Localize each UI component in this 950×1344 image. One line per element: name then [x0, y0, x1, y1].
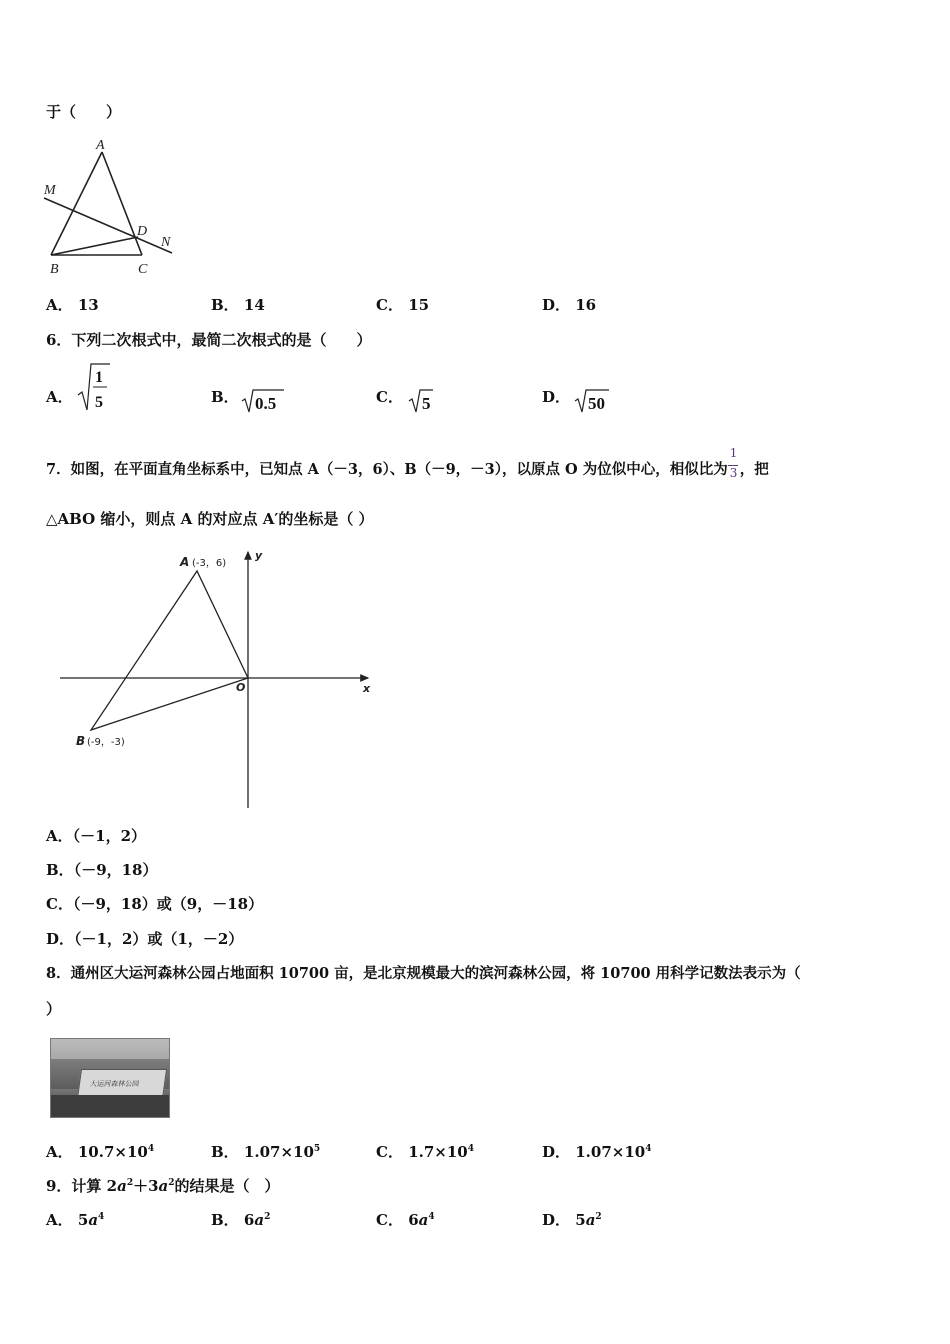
origin-label: O: [236, 681, 246, 694]
q5-stem-tail: 于（ ）: [46, 103, 122, 121]
q6-option-a[interactable]: A．: [46, 388, 73, 406]
q5-option-c[interactable]: C． 15: [376, 296, 430, 314]
label-b: B: [50, 262, 59, 277]
label-d: D: [137, 224, 148, 239]
label-m: M: [44, 183, 56, 198]
q9-option-b[interactable]: B． $6a^2$: [211, 1211, 271, 1229]
triangle-abo: [91, 571, 248, 730]
svg-text:5: 5: [95, 394, 103, 411]
point-a-coord: (-3，6): [192, 558, 227, 569]
q8-option-b[interactable]: B． $1.07\times 10^5$: [211, 1143, 321, 1161]
label-n: N: [161, 235, 171, 250]
q8-option-d[interactable]: D． $1.07\times 10^4$: [542, 1143, 652, 1161]
q6-option-b-sqrt: [240, 384, 286, 414]
q8-option-c[interactable]: C． $1.7\times 10^4$: [376, 1143, 474, 1161]
q7-option-d[interactable]: D．（－1，2）或（1，－2）: [46, 930, 244, 948]
q6-stem: 6．下列二次根式中，最简二次根式的是（ ）: [46, 331, 372, 349]
svg-text:50: 50: [588, 394, 605, 413]
q8-stem-line1: 8．通州区大运河森林公园占地面积 10700 亩，是北京规模最大的滨河森林公园，将 10700 用科学记数法表示为（: [46, 965, 801, 982]
q6-option-b[interactable]: B．: [211, 388, 239, 406]
q8-stem-line2: ）: [46, 1000, 62, 1018]
park-photo-caption: 大运河森林公园: [89, 1080, 140, 1088]
q6-option-a-sqrt-frac: [76, 362, 112, 414]
park-photo: [50, 1038, 170, 1118]
q5-option-b[interactable]: B． 14: [211, 296, 265, 314]
label-a: A: [96, 138, 105, 153]
q7-option-b[interactable]: B．（－9，18）: [46, 861, 158, 879]
q9-option-a[interactable]: A． $5a^4$: [46, 1211, 105, 1229]
q5-option-d[interactable]: D． 16: [542, 296, 597, 314]
q7-ratio-fraction: $\frac{1}{3}$: [729, 446, 738, 480]
x-axis-label: x: [363, 682, 371, 695]
svg-text:5: 5: [422, 394, 431, 413]
q8-option-a[interactable]: A． $10.7\times 10^4$: [46, 1143, 155, 1161]
point-a-label: A: [180, 555, 190, 569]
point-b-coord: (-9，-3): [87, 737, 125, 748]
svg-text:1: 1: [95, 369, 103, 386]
q7-coordinate-figure: [50, 540, 390, 815]
line-mn: [44, 198, 172, 253]
q7-stem-line1: 7．如图，在平面直角坐标系中，已知点 A（－3，6）、B（－9，－3），以原点 O 为位似中心，相似比为 $\frac{1}{3}$ ，把: [46, 446, 769, 480]
q6-option-d-sqrt: [573, 384, 611, 414]
q6-option-c-sqrt: [407, 384, 435, 414]
q5-option-a[interactable]: A． 13: [46, 296, 99, 314]
q7-stem-line2: △ABO 缩小，则点 A 的对应点 A′的坐标是（ ）: [46, 510, 374, 528]
q5-triangle-figure: [40, 136, 190, 278]
q7-option-c[interactable]: C．（－9，18）或（9，－18）: [46, 895, 264, 913]
segment-bd: [51, 237, 138, 255]
svg-text:0.5: 0.5: [255, 394, 277, 413]
q9-option-c[interactable]: C． $6a^4$: [376, 1211, 435, 1229]
q6-option-d[interactable]: D．: [542, 388, 571, 406]
y-axis-label: y: [255, 549, 263, 562]
q6-option-c[interactable]: C．: [376, 388, 403, 406]
q9-option-d[interactable]: D． $5a^2$: [542, 1211, 602, 1229]
q7-option-a[interactable]: A．（－1，2）: [46, 827, 147, 845]
point-b-label: B: [76, 734, 86, 748]
label-c: C: [138, 262, 148, 277]
q9-stem: 9．计算 $2a^2+3a^2$的结果是（ ）: [46, 1177, 280, 1195]
